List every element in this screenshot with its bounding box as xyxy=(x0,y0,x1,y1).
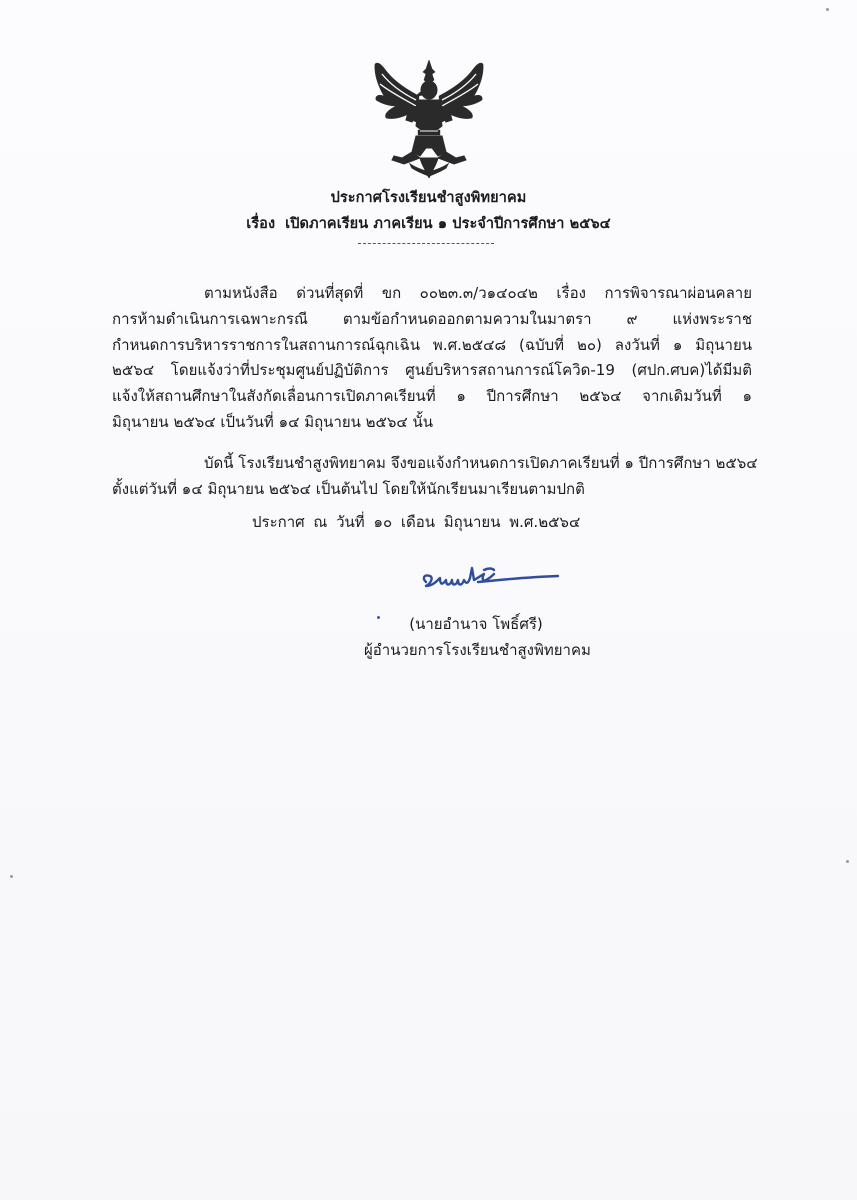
paragraph-announcement xyxy=(112,451,758,503)
handwritten-signature xyxy=(418,562,564,596)
subject-line xyxy=(0,212,857,235)
paragraph-line: ๒๕๖๔ โดยแจ้งว่าที่ประชุมศูนย์ปฏิบัติการ ศูนย์บริหารสถานการณ์โควิด-19 (ศปก.ศบค)ได้มีมติ xyxy=(112,361,752,380)
subject-label: เรื่อง xyxy=(246,216,276,232)
paragraph-reference xyxy=(112,281,752,436)
paragraph-line: มิถุนายน ๒๕๖๔ เป็นวันที่ ๑๔ มิถุนายน ๒๕๖๔ นั้น xyxy=(112,412,434,431)
scan-speck xyxy=(10,875,13,878)
signer-position: ผู้อำนวยการโรงเรียนชำสูงพิทยาคม xyxy=(364,641,591,659)
paragraph-line: แจ้งให้สถานศึกษาในสังกัดเลื่อนการเปิดภาคเรียนที่ ๑ ปีการศึกษา ๒๕๖๔ จากเดิมวันที่ ๑ xyxy=(112,387,752,406)
scan-speck xyxy=(846,860,849,863)
signer-name: (นายอำนาจ โพธิ์ศรี) xyxy=(409,615,543,633)
paragraph-line: บัดนี้ โรงเรียนชำสูงพิทยาคม จึงขอแจ้งกำหนดการเปิดภาคเรียนที่ ๑ ปีการศึกษา ๒๕๖๔ xyxy=(204,454,758,472)
title-separator xyxy=(358,243,494,244)
garuda-emblem-icon xyxy=(372,60,487,178)
paragraph-line: กำหนดการบริหารราชการในสถานการณ์ฉุกเฉิน พ.ศ.๒๕๔๘ (ฉบับที่ ๒๐) ลงวันที่ ๑ มิถุนายน xyxy=(112,335,752,354)
paragraph-line: การห้ามดำเนินการเฉพาะกรณี ตามข้อกำหนดออกตามความในมาตรา ๙ แห่งพระราช xyxy=(112,309,752,328)
subject-text: เปิดภาคเรียน ภาคเรียน ๑ ประจำปีการศึกษา ๒๕๖๔ xyxy=(285,216,611,232)
announcement-title: ประกาศโรงเรียนชำสูงพิทยาคม xyxy=(330,190,527,206)
paragraph-line: ตามหนังสือ ด่วนที่สุดที่ ขก ๐๐๒๓.๓/ว๑๔๐๔๒ เรื่อง การพิจารณาผ่อนคลาย xyxy=(204,284,752,302)
ink-dot xyxy=(377,616,380,619)
announcement-date: ประกาศ ณ วันที่ ๑๐ เดือน มิถุนายน พ.ศ.๒๕๖๔ xyxy=(252,513,581,531)
scan-speck xyxy=(826,8,829,11)
page-title xyxy=(0,186,857,209)
paragraph-line: ตั้งแต่วันที่ ๑๔ มิถุนายน ๒๕๖๔ เป็นต้นไป โดยให้นักเรียนมาเรียนตามปกติ xyxy=(112,479,585,498)
